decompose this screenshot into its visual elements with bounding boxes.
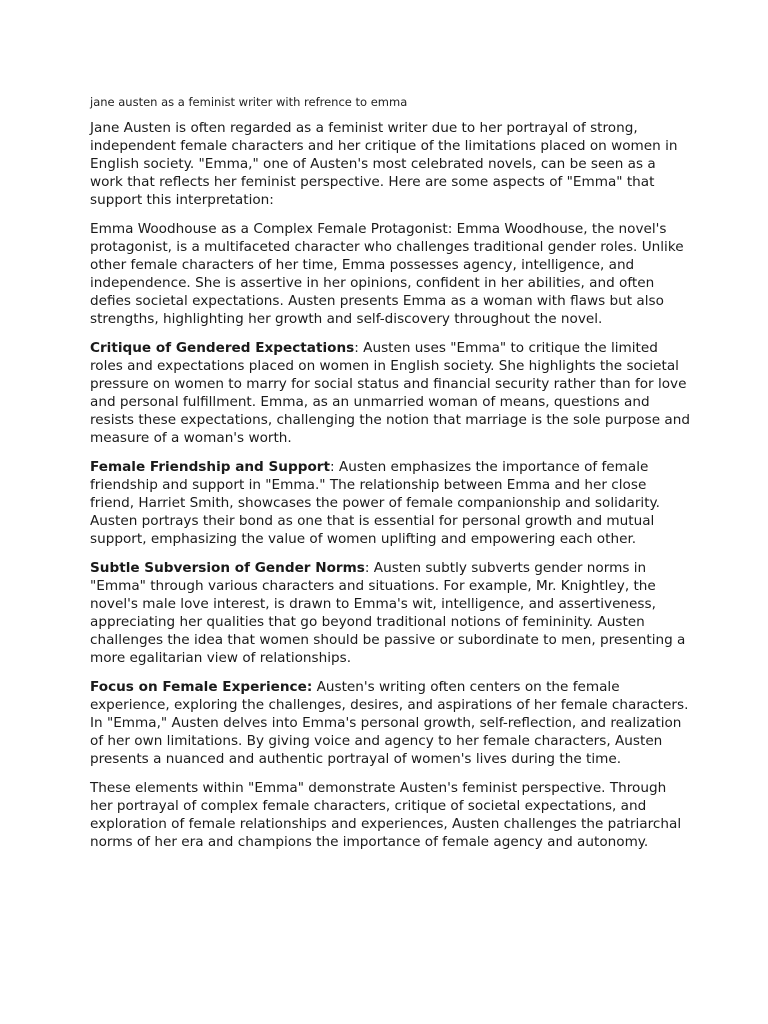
document-page <box>90 94 690 862</box>
section-female-friendship <box>90 458 690 548</box>
document-title: jane austen as a feminist writer with refrence to emma <box>90 95 408 109</box>
section-body: Austen's writing often centers on the female experience, exploring the challenges, desires, and aspirations of her female characters. In "Emma," Austen delves into Emma's personal growth, self-reflection, and realization of her own limitations. By giving voice and agency to her female characters, Austen presents a nuanced and authentic portrayal of women's lives during the time. <box>90 679 689 767</box>
section-body: : Austen uses "Emma" to critique the limited roles and expectations placed on women in English society. She highlights the societal pressure on women to marry for social status and financial security rather than for love and personal fulfillment. Emma, as an unmarried woman of means, questions and resists these expectations, challenging the notion that marriage is the sole purpose and measure of a woman's worth. <box>90 340 690 446</box>
section-body: : Austen emphasizes the importance of female friendship and support in "Emma." The relationship between Emma and her close friend, Harriet Smith, showcases the power of female companionship and solidarity. Austen portrays their bond as one that is essential for personal growth and mutual support, emphasizing the value of women uplifting and empowering each other. <box>90 459 660 547</box>
section-heading: Female Friendship and Support <box>90 459 330 475</box>
complex-protagonist-paragraph: Emma Woodhouse as a Complex Female Protagonist: Emma Woodhouse, the novel's protagonist, is a multifaceted character who challenges traditional gender roles. Unlike other female characters of her time, Emma possesses agency, intelligence, and independence. She is assertive in her opinions, confident in her abilities, and often defies societal expectations. Austen presents Emma as a woman with flaws but also strengths, highlighting her growth and self-discovery throughout the novel. <box>90 221 684 327</box>
section-body: : Austen subtly subverts gender norms in "Emma" through various characters and situations. For example, Mr. Knightley, the novel's male love interest, is drawn to Emma's wit, intelligence, and assertiveness, appreciating her qualities that go beyond traditional notions of femininity. Austen challenges the idea that women should be passive or subordinate to men, presenting a more egalitarian view of relationships. <box>90 560 686 666</box>
section-heading: Subtle Subversion of Gender Norms <box>90 560 365 576</box>
section-heading: Critique of Gendered Expectations <box>90 340 355 356</box>
section-heading: Focus on Female Experience: <box>90 679 313 695</box>
section-female-experience <box>90 678 690 768</box>
section-gendered-expectations <box>90 339 690 447</box>
conclusion-paragraph: These elements within "Emma" demonstrate Austen's feminist perspective. Through her portrayal of complex female characters, critique of societal expectations, and exploration of female relationships and experiences, Austen challenges the patriarchal norms of her era and champions the importance of female agency and autonomy. <box>90 780 682 850</box>
intro-paragraph: Jane Austen is often regarded as a feminist writer due to her portrayal of strong, independent female characters and her critique of the limitations placed on women in English society. "Emma," one of Austen's most celebrated novels, can be seen as a work that reflects her feminist perspective. Here are some aspects of "Emma" that support this interpretation: <box>90 120 678 208</box>
section-gender-norms <box>90 559 690 667</box>
